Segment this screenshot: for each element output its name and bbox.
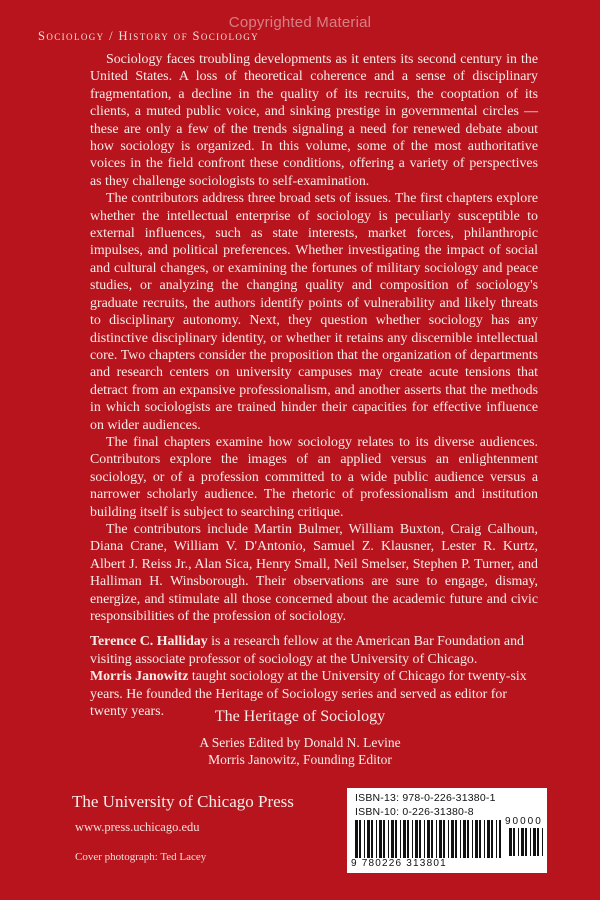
author-name: Terence C. Halliday <box>90 634 208 650</box>
photo-credit: Cover photograph: Ted Lacey <box>75 851 207 863</box>
copyright-watermark: Copyrighted Material <box>228 14 372 31</box>
founding-editor: Morris Janowitz, Founding Editor <box>208 752 392 767</box>
barcode-digits: 9 780226 313801 <box>351 858 447 869</box>
isbn-barcode <box>347 788 547 873</box>
ean-barcode-bars <box>355 820 501 858</box>
series-editors <box>0 734 600 768</box>
blurb-paragraph: The contributors include Martin Bulmer, William Buxton, Craig Calhoun, Diana Crane, William V. D'Antonio, Samuel Z. Klausner, Lester R. Kurtz, Albert J. Reiss Jr., Alan Sica, Henry Small, Neil Smelser, Stephen P. Turner, and Halliman H. Winsborough. Their observations are sure to engage, dismay, energize, and stimulate all those concerned about the academic future and civic responsibilities of the profession of sociology. <box>90 521 538 624</box>
blurb-paragraph: Sociology faces troubling developments as it enters its second century in the United States. A loss of theoretical coherence and a sense of disciplinary fragmentation, a decline in the quality of its recruits, the cooptation of its clients, a muted public voice, and sinking prestige in governmental circles —these are only a few of the trends signaling a need for renewed debate about how sociology is organized. In this volume, some of the most authoritative voices in the field confront these conditions, offering a variety of perspectives as they challenge sociologists to self-examination. <box>90 52 538 189</box>
publisher-name: The University of Chicago Press <box>72 792 294 811</box>
series-editor: A Series Edited by Donald N. Levine <box>199 735 401 750</box>
author-name: Morris Janowitz <box>90 669 189 685</box>
blurb-paragraph: The contributors address three broad sets of issues. The first chapters explore whether the intellectual enterprise of sociology is peculiarly susceptible to external influences, such as state interests, market forces, philanthropic impulses, and political preferences. Whether investigating the impact of social and cultural changes, or examining the fortunes of military sociology and peace studies, or analyzing the changing quality and composition of sociology's graduate recruits, the authors identify points of vulnerability and likely threats to disciplinary autonomy. Next, they question whether sociology has any distinctive disciplinary identity, or whether it retains any discernible intellectual core. Two chapters consider the proposition that the organization of departments and research centers on university campuses may create acute tensions that detract from an expansive professionalism, and another asserts that the methods in which sociologists are trained hinder their capacities for effective influence on wider audiences. <box>90 191 538 433</box>
price-code: 90000 <box>505 816 543 827</box>
author-bio-text: taught sociology at the University of Chicago for twenty-six years. He founded the Heritage of Sociology series and served as editor for twenty years. <box>90 669 527 720</box>
category-label: Sociology / History of Sociology <box>38 29 260 43</box>
author-bio <box>90 633 538 668</box>
blurb-paragraph: The final chapters examine how sociology relates to its diverse audiences. Contributors explore the images of an applied versus an enlightenment sociology, or of a profession committed to a wide public audience versus a narrower scholarly audience. The rhetoric of professionalism and institution building itself is subject to searching critique. <box>90 434 538 520</box>
isbn10-label: ISBN-10: 0-226-31380-8 <box>355 806 474 818</box>
series-title: The Heritage of Sociology <box>214 708 386 725</box>
addon-barcode-bars <box>509 828 543 856</box>
blurb <box>90 51 538 720</box>
author-bio-text: is a research fellow at the American Bar Foundation and visiting associate professor of sociology at the University of Chicago. <box>90 634 524 667</box>
publisher-url: www.press.uchicago.edu <box>75 820 200 834</box>
isbn13-label: ISBN-13: 978-0-226-31380-1 <box>355 792 496 804</box>
